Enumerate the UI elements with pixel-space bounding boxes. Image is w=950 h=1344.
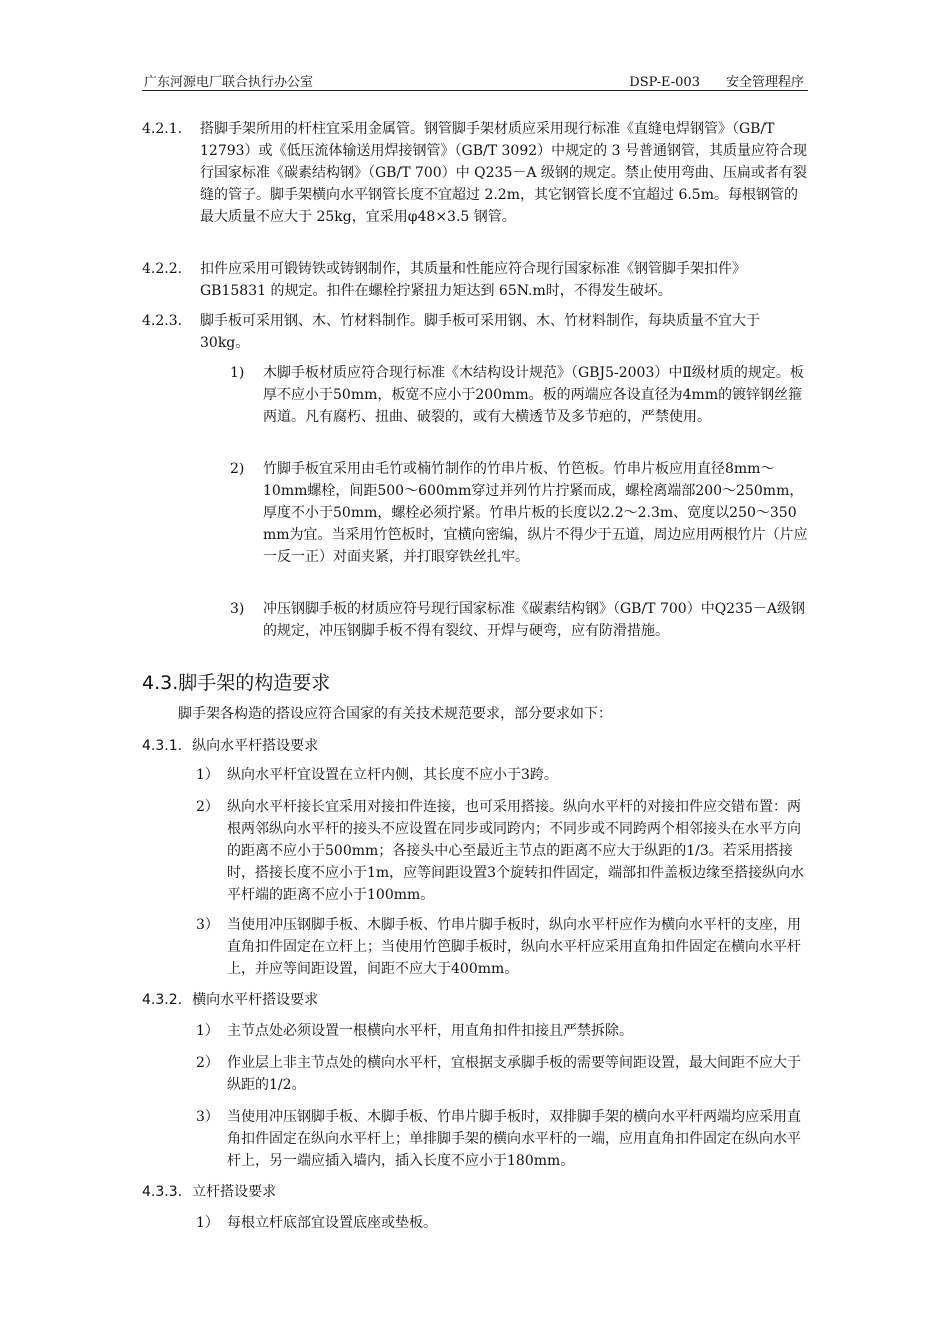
subsection-heading-4-3-2 [142, 990, 318, 1010]
heading-title: 脚手架的构造要求 [178, 672, 331, 694]
list-item-number: 3) [230, 601, 245, 617]
header-right [629, 71, 804, 90]
list-item-text: 主节点处必须设置一根横向水平杆，用直角扣件扣接且严禁拆除。 [227, 1023, 633, 1039]
heading-number: 4.3. [142, 672, 179, 694]
header-doc-title: 安全管理程序 [725, 75, 804, 90]
section-heading-4-3 [142, 670, 330, 696]
subsection-heading-4-3-1 [142, 736, 318, 756]
list-item-text: 当使用冲压钢脚手板、木脚手板、竹串片脚手板时，纵向水平杆应作为横向水平杆的支座，用直角扣件固定在立杆上；当使用竹笆脚手板时，纵向水平杆应采用直角扣件固定在横向水平杆上，并应等间距设置，间距不应大于400mm。 [227, 917, 801, 977]
list-item-number: 2） [196, 1055, 219, 1071]
heading-title: 立杆搭设要求 [192, 1184, 277, 1200]
list-item-number: 3） [196, 917, 219, 933]
heading-number: 4.3.1. [142, 738, 183, 754]
list-item-number: 3） [196, 1109, 219, 1125]
heading-title: 纵向水平杆搭设要求 [192, 738, 319, 754]
list-item-text: 竹脚手板宜采用由毛竹或楠竹制作的竹串片板、竹笆板。竹串片板应用直径8mm～10mm螺栓，间距500～600mm穿过并列竹片拧紧而成，螺栓离端部200～250mm，厚度不小于50mm，螺栓必须拧紧。竹串片板的长度以2.2～2.3m、宽度以250～350 mm为宜。当采用竹笆板时，宜横向密编，纵片不得少于五道，周边应用两根竹片（片应一反一正）对面夹紧，并打眼穿铁丝扎牢。 [263, 461, 808, 565]
list-item-number: 2） [196, 799, 219, 815]
heading-number: 4.3.3. [142, 1184, 183, 1200]
list-item-text: 纵向水平杆接长宜采用对接扣件连接，也可采用搭接。纵向水平杆的对接扣件应交错布置：两根两邻纵向水平杆的接头不应设置在同步或同跨内；不同步或不同跨两个相邻接头在水平方向的距离不应小于500mm；各接头中心至最近主节点的距离不应大于纵距的1/3。若采用搭接时，搭接长度不应小于1m，应等间距设置3个旋转扣件固定，端部扣件盖板边缘至搭接纵向水平杆端的距离不应小于100mm。 [227, 799, 805, 903]
list-item-number: 1） [196, 1023, 219, 1039]
header-doc-number: DSP-E-003 [629, 75, 700, 90]
list-item-number: 1) [230, 365, 245, 381]
section-number-4-2-3: 4.2.3. [142, 313, 183, 329]
section-intro-4-3: 脚手架各构造的搭设应符合国家的有关技术规范要求，部分要求如下： [178, 706, 612, 722]
section-text-4-2-3: 脚手板可采用钢、木、竹材料制作。脚手板可采用钢、木、竹材料制作，每块质量不宜大于 30kg。 [200, 313, 760, 351]
section-text-4-2-2: 扣件应采用可锻铸铁或铸钢制作，其质量和性能应符合现行国家标准《钢管脚手架扣件》GB15831 的规定。扣件在螺栓拧紧扭力矩达到 65N.m时，不得发生破坏。 [200, 261, 746, 299]
subsection-heading-4-3-3 [142, 1182, 276, 1202]
list-item-number: 1） [196, 1215, 219, 1231]
header-organization: 广东河源电厂联合执行办公室 [144, 75, 314, 90]
heading-number: 4.3.2. [142, 992, 183, 1008]
list-item-number: 1） [196, 767, 219, 783]
section-number-4-2-2: 4.2.2. [142, 261, 183, 277]
page-header [142, 70, 808, 91]
list-item-text: 当使用冲压钢脚手板、木脚手板、竹串片脚手板时，双排脚手架的横向水平杆两端均应采用直角扣件固定在纵向水平杆上；单排脚手架的横向水平杆的一端，应用直角扣件固定在纵向水平杆上，另一端应插入墙内，插入长度不应小于180mm。 [227, 1109, 801, 1169]
list-item-text: 作业层上非主节点处的横向水平杆，宜根据支承脚手板的需要等间距设置，最大间距不应大于纵距的1/2。 [227, 1055, 801, 1093]
heading-title: 横向水平杆搭设要求 [192, 992, 319, 1008]
list-item-text: 木脚手板材质应符合现行标准《木结构设计规范》（GBJ5-2003）中Ⅱ级材质的规定。板厚不应小于50mm，板宽不应小于200mm。板的两端应各设直径为4mm的镀锌钢丝箍两道。凡有腐朽、扭曲、破裂的，或有大横透节及多节疤的，严禁使用。 [263, 365, 804, 425]
list-item-number: 2) [230, 461, 245, 477]
section-text-4-2-1: 搭脚手架所用的杆柱宜采用金属管。钢管脚手架材质应采用现行标准《直缝电焊钢管》（GB/T 12793）或《低压流体输送用焊接钢管》（GB/T 3092）中规定的 3 号普通钢管，其质量应符合现行国家标准《碳素结构钢》（GB/T 700）中 Q235－A 级钢的规定。禁止使用弯曲、压扁或者有裂缝的管子。脚手架横向水平钢管长度不宜超过 2.2m，其它钢管长度不宜超过 6.5m。每根钢管的最大质量不应大于 25kg，宜采用φ48×3.5 钢管。 [200, 121, 807, 225]
list-item-text: 每根立杆底部宜设置底座或垫板。 [227, 1215, 437, 1231]
list-item-text: 纵向水平杆宜设置在立杆内侧，其长度不应小于3跨。 [227, 767, 558, 783]
section-number-4-2-1: 4.2.1. [142, 121, 183, 137]
list-item-text: 冲压钢脚手板的材质应符号现行国家标准《碳素结构钢》（GB/T 700）中Q235－A级钢的规定，冲压钢脚手板不得有裂纹、开焊与硬弯，应有防滑措施。 [263, 601, 806, 639]
